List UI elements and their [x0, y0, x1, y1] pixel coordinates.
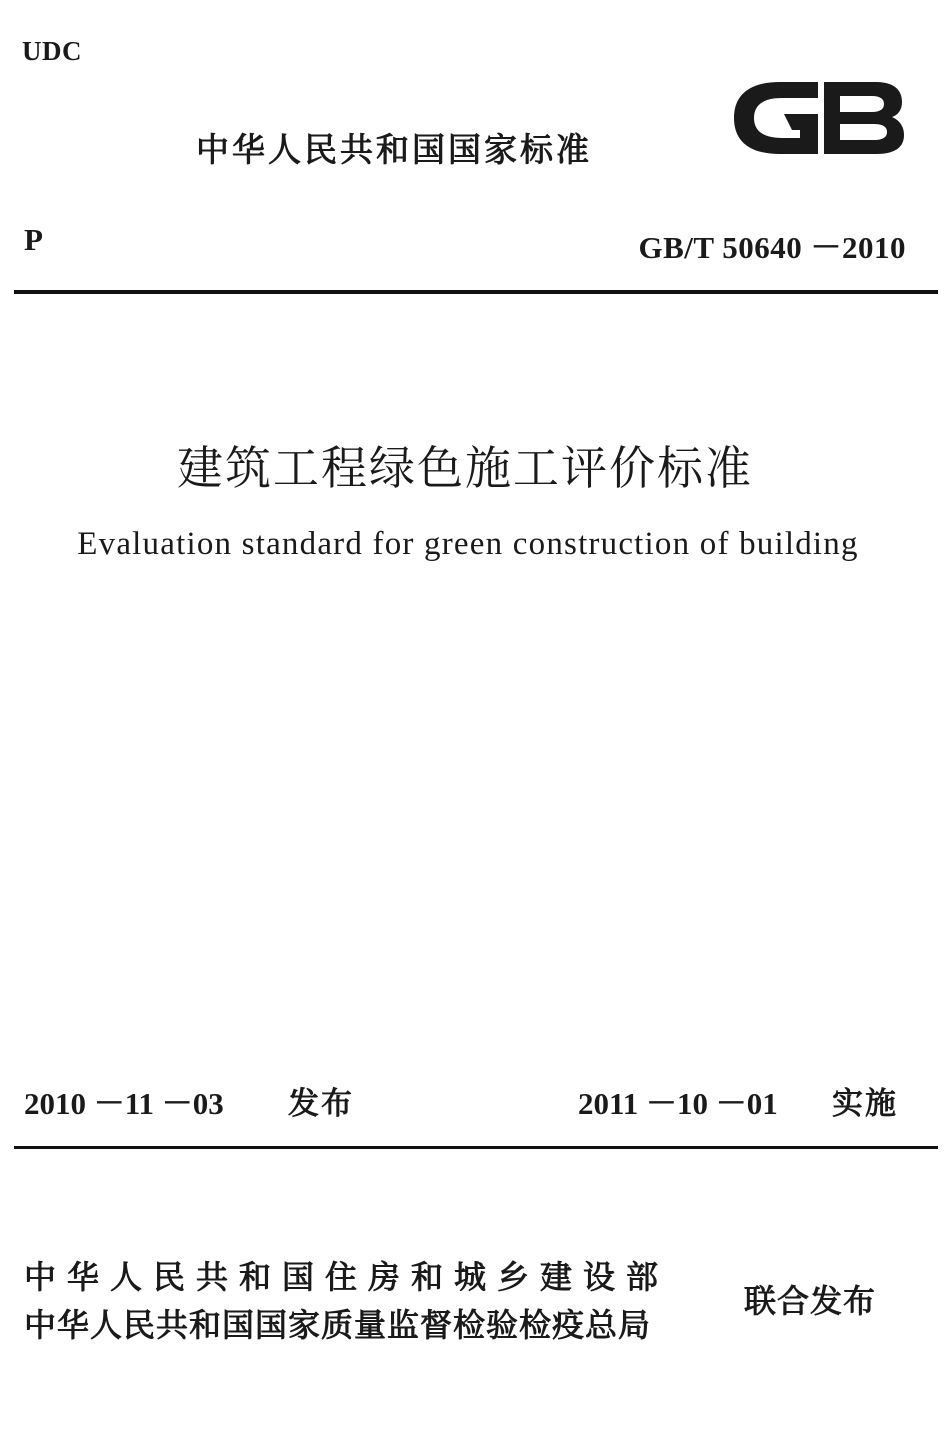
- category-code: P: [24, 222, 43, 257]
- issue-label: 发布: [288, 1086, 354, 1122]
- top-divider: [14, 290, 938, 294]
- issuer-ministry-housing: 中华人民共和国住房和城乡建设部: [24, 1258, 670, 1296]
- issue-date: 2010 －11 －03: [24, 1086, 224, 1121]
- bottom-divider: [14, 1146, 938, 1149]
- joint-release-label: 联合发布: [744, 1282, 877, 1320]
- title-chinese: 建筑工程绿色施工评价标准: [177, 441, 753, 495]
- udc-label: UDC: [22, 36, 82, 66]
- effective-date: 2011 －10 －01: [578, 1086, 778, 1121]
- effective-label: 实施: [832, 1086, 898, 1122]
- issuer-quality-administration: 中华人民共和国国家质量监督检验检疫总局: [24, 1306, 652, 1344]
- national-standard-label: 中华人民共和国国家标准: [196, 130, 592, 169]
- standard-number: GB/T 50640 －2010: [638, 230, 906, 265]
- title-english: Evaluation standard for green construction of building: [77, 526, 859, 562]
- gb-logo: [726, 70, 908, 166]
